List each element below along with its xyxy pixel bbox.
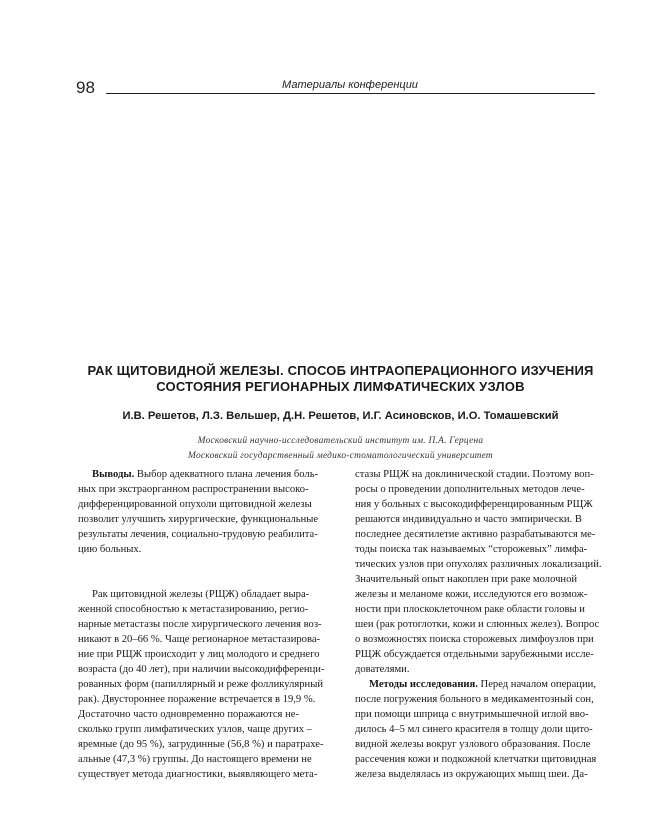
text-line: дифференцированной опухоли щитовидной железы [78, 499, 312, 510]
text-line: Достаточно часто одновременно поражаются не- [78, 709, 299, 720]
title-line: СОСТОЯНИЯ РЕГИОНАРНЫХ ЛИМФАТИЧЕСКИХ УЗЛОВ [156, 379, 525, 394]
affiliation: Московский научно-исследовательский институт им. П.А. Герцена [197, 436, 484, 446]
text-line: существует метода диагностики, выявляющего мета- [78, 769, 318, 780]
text-line: нарные метастазы после хирургического лечения воз- [78, 619, 322, 630]
text-line: ных при экстраорганном распространении высоко- [78, 484, 309, 495]
left-column [78, 467, 340, 782]
right-column [355, 467, 601, 782]
text-line: стазы РЩЖ на доклинической стадии. Поэтому воп- [355, 469, 594, 480]
paragraph-gap [78, 557, 340, 572]
text-line: рассечения кожи и подкожной клетчатки щитовидная [355, 754, 597, 765]
text-line: альные (47,3 %) группы. До настоящего времени не [78, 754, 312, 765]
text-line: рак). Двустороннее поражение встречается в 19,9 %. [78, 694, 316, 705]
page-number: 98 [76, 78, 95, 97]
text-line: дилось 4–5 мл синего красителя в толщу доли щито- [355, 724, 593, 735]
text-line: видной железы вокруг узлового образования. После [355, 739, 591, 750]
text-line: никают в 20–66 %. Чаще регионарное метастазирова- [78, 634, 321, 645]
header-rule [106, 93, 595, 94]
text-line: женной способностью к метастазированию, регио- [78, 604, 309, 615]
text-line: ние при РЩЖ происходит у лиц молодого и среднего [78, 649, 320, 660]
text-line: росы о проведении дополнительных методов лече- [355, 484, 585, 495]
methods-text: Перед началом операции, [477, 679, 596, 690]
text-line: ния у больных с высокодифференцированным РЩЖ [355, 499, 593, 510]
text-line: решаются индивидуально и часто эмпирически. В [355, 514, 582, 525]
text-line: сколько групп лимфатических узлов, чаще других – [78, 724, 312, 735]
text-line: железы и меланоме кожи, исследуются его возмож- [355, 589, 588, 600]
text-line: яремные (до 95 %), загрудинные (56,8 %) и паратрахе- [78, 739, 324, 750]
text-line: тоды поиска так называемых “сторожевых” лимфа- [355, 544, 588, 555]
methods-label: Методы исследования. [369, 679, 478, 690]
text-line: шеи (рак ротоглотки, кожи и слюнных желез). Вопрос [355, 619, 600, 630]
paragraph-gap [78, 572, 340, 587]
text-line: железа выделялась из окружающих мышц шеи. Да- [355, 769, 588, 780]
text-line: рованных форм (папиллярный и реже фолликулярный [78, 679, 324, 690]
text-line: при помощи шприца с внутримышечной иглой вво- [355, 709, 589, 720]
affiliation: Московский государственный медико-стоматологический университет [188, 451, 493, 461]
text-line: возраста (до 40 лет), при наличии высокодифференци- [78, 664, 325, 675]
methods-line [355, 677, 601, 692]
text-line: результаты лечения, социально-трудовую реабилита- [78, 529, 318, 540]
authors: И.В. Решетов, Л.З. Вельшер, Д.Н. Решетов, И.Г. Асиновсков, И.О. Томашевский [122, 410, 559, 422]
conclusions-line [78, 467, 340, 482]
text-line: дователями. [355, 664, 410, 675]
running-title: Материалы конференции [282, 79, 418, 91]
text-line: последнее десятилетие активно разрабатываются ме- [355, 529, 596, 540]
text-line: Рак щитовидной железы (РЩЖ) обладает выра- [92, 589, 310, 600]
text-line: позволит улучшить хирургические, функциональные [78, 514, 319, 525]
text-line: о возможностях поиска сторожевых лимфоузлов при [355, 634, 594, 645]
conclusions-label: Выводы. [92, 469, 135, 480]
text-line: после погружения больного в медикаментозный сон, [355, 694, 594, 705]
conclusions-text: Выбор адекватного плана лечения боль- [134, 469, 319, 480]
text-line: ности при плоскоклеточном раке области головы и [355, 604, 585, 615]
text-line: Значительный опыт накоплен при раке молочной [355, 574, 578, 585]
text-line: цию больных. [78, 544, 142, 555]
article-title [76, 363, 605, 395]
text-line: РЩЖ обсуждается отдельными зарубежными иссле- [355, 649, 594, 660]
title-line: РАК ЩИТОВИДНОЙ ЖЕЛЕЗЫ. СПОСОБ ИНТРАОПЕРАЦИОННОГО ИЗУЧЕНИЯ [87, 363, 594, 378]
text-line: тических узлов при опухолях различных локализаций. [355, 559, 602, 570]
